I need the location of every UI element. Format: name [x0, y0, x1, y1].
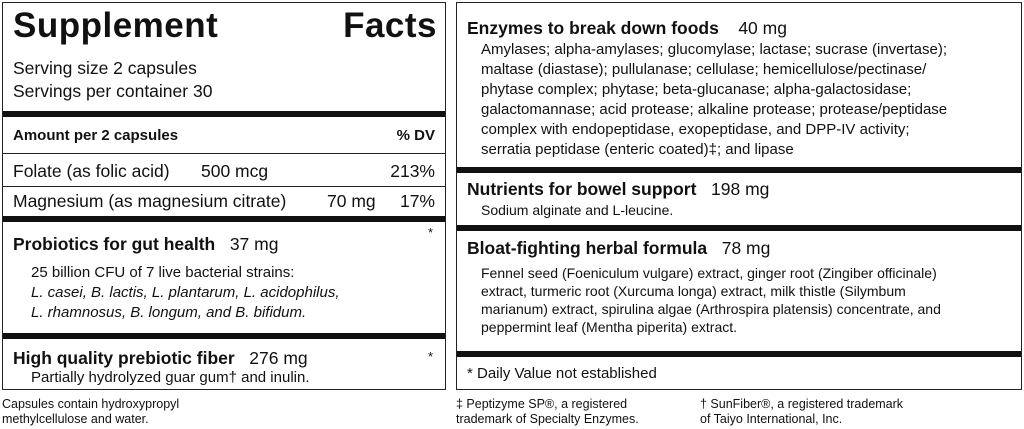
- divider: [3, 186, 445, 187]
- thick-divider: [3, 333, 445, 339]
- nutrient-dv-folate: 213%: [390, 161, 435, 181]
- prebiotic-marker: *: [427, 349, 433, 364]
- enzymes-heading: [467, 18, 787, 39]
- serving-size: Serving size 2 capsules: [13, 58, 197, 78]
- supplement-facts-title: [13, 6, 437, 46]
- enzymes-desc-line2: maltase (diastase); pullulanase; cellulase; hemicellulose/pectinase/: [481, 61, 927, 78]
- daily-value-note: * Daily Value not established: [467, 365, 657, 382]
- sunfiber-footnote-line1: † SunFiber®, a registered trademark: [700, 397, 904, 411]
- herbal-heading: [467, 238, 770, 259]
- prebiotic-name: High quality prebiotic fiber: [13, 348, 235, 368]
- sunfiber-footnote: [700, 397, 903, 427]
- thick-divider: [457, 225, 1021, 231]
- thick-divider: [3, 216, 445, 222]
- supplement-facts-left-panel: [2, 2, 446, 390]
- enzymes-desc-line6: serratia peptidase (enteric coated)‡; and lipase: [481, 141, 794, 158]
- probiotics-name: Probiotics for gut health: [13, 234, 216, 254]
- bowel-name: Nutrients for bowel support: [467, 179, 697, 199]
- nutrient-name-magnesium: Magnesium (as magnesium citrate): [13, 191, 287, 211]
- peptizyme-footnote-line2: trademark of Specialty Enzymes.: [456, 412, 639, 426]
- peptizyme-footnote-line1: ‡ Peptizyme SP®, a registered: [456, 397, 628, 411]
- herbal-desc-line2: extract, turmeric root (Xurcuma longa) extract, milk thistle (Silymbum: [481, 283, 906, 299]
- herbal-amount: 78 mg: [721, 238, 771, 258]
- probiotics-desc-line3: L. rhamnosus, B. longum, and B. bifidum.: [31, 304, 307, 321]
- herbal-desc-line4: peppermint leaf (Mentha piperita) extract.: [481, 319, 738, 335]
- probiotics-heading: [13, 234, 278, 255]
- bowel-amount: 198 mg: [711, 179, 770, 199]
- enzymes-desc-line4: galactomannase; acid protease; alkaline protease; protease/peptidase: [481, 101, 948, 118]
- herbal-name: Bloat-fighting herbal formula: [467, 238, 708, 258]
- divider: [3, 153, 445, 154]
- herbal-desc-line1: Fennel seed (Foeniculum vulgare) extract, ginger root (Zingiber officinale): [481, 265, 937, 281]
- capsules-footnote-line1: Capsules contain hydroxypropyl: [2, 397, 180, 411]
- nutrient-amount-magnesium: 70 mg: [327, 191, 376, 211]
- probiotics-marker: *: [427, 225, 433, 240]
- sunfiber-footnote-line2: of Taiyo International, Inc.: [700, 412, 843, 426]
- enzymes-desc-line3: phytase complex; phytase; beta-glucanase; alpha-galactosidase;: [481, 81, 912, 98]
- title-word-supplement: Supplement: [13, 6, 219, 45]
- nutrient-name-folate: Folate (as folic acid): [13, 161, 170, 181]
- supplement-facts-right-panel: [456, 2, 1022, 390]
- prebiotic-desc: Partially hydrolyzed guar gum† and inulin.: [31, 369, 310, 386]
- capsules-footnote: [2, 397, 179, 427]
- servings-per-container: Servings per container 30: [13, 81, 213, 101]
- capsules-footnote-line2: methylcellulose and water.: [2, 412, 149, 426]
- title-word-facts: Facts: [343, 6, 437, 45]
- enzymes-desc-line5: complex with endopeptidase, exopeptidase, and DPP-IV activity;: [481, 121, 910, 138]
- peptizyme-footnote: [456, 397, 639, 427]
- dv-header: % DV: [396, 127, 435, 144]
- enzymes-desc-line1: Amylases; alpha-amylases; glucomylase; lactase; sucrase (invertase);: [481, 41, 948, 58]
- thick-divider: [457, 167, 1021, 173]
- bowel-heading: [467, 179, 769, 200]
- probiotics-desc-line1: 25 billion CFU of 7 live bacterial strains:: [31, 264, 295, 281]
- amount-header: Amount per 2 capsules: [13, 127, 179, 144]
- thick-divider: [457, 351, 1021, 357]
- probiotics-desc-line2: L. casei, B. lactis, L. plantarum, L. acidophilus,: [31, 284, 340, 301]
- prebiotic-amount: 276 mg: [249, 348, 308, 368]
- prebiotic-heading: [13, 348, 308, 369]
- nutrient-dv-magnesium: 17%: [399, 191, 435, 211]
- enzymes-name: Enzymes to break down foods: [467, 18, 719, 38]
- probiotics-amount: 37 mg: [229, 234, 279, 254]
- enzymes-amount: 40 mg: [738, 18, 787, 38]
- herbal-desc-line3: marianum) extract, spirulina algae (Arthrospira platensis) concentrate, and: [481, 301, 941, 317]
- bowel-desc: Sodium alginate and L-leucine.: [481, 202, 674, 218]
- nutrient-amount-folate: 500 mcg: [201, 161, 269, 181]
- thick-divider: [3, 111, 445, 117]
